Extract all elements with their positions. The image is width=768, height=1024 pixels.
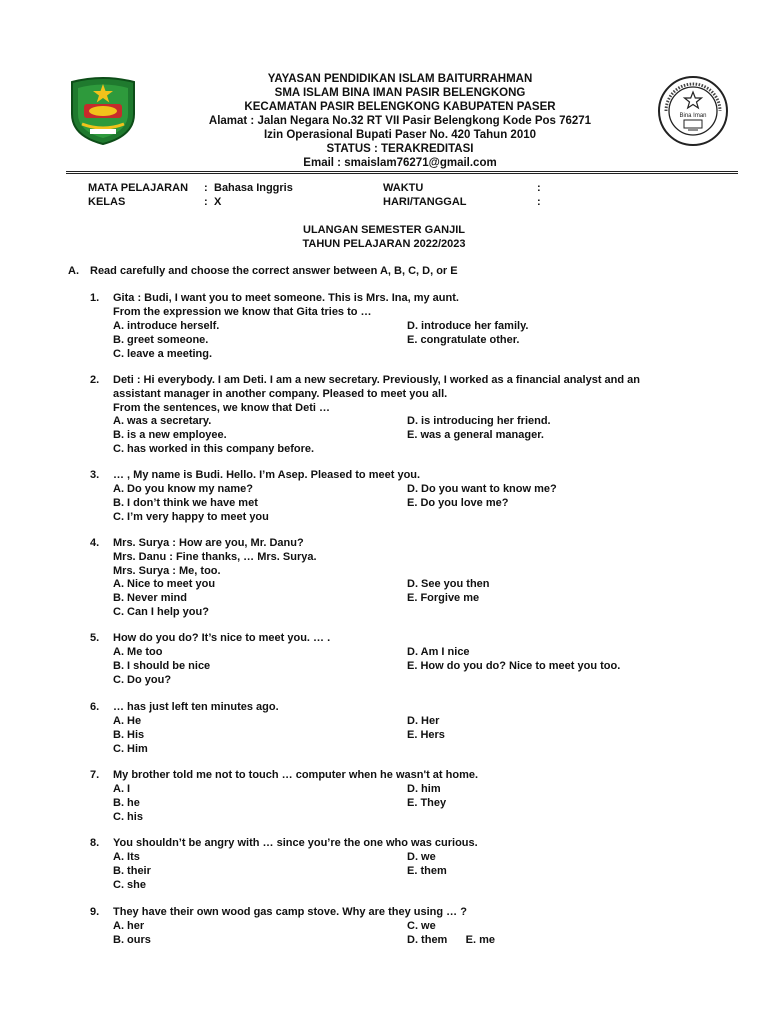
option-c[interactable]: C. we xyxy=(407,919,436,932)
question-number: 4. xyxy=(90,537,100,549)
option-b[interactable]: B. I don’t think we have met xyxy=(113,496,258,509)
exam-info-left xyxy=(88,181,293,209)
question-stem xyxy=(113,701,700,715)
question-6 xyxy=(90,701,700,757)
section-header xyxy=(68,264,458,278)
colon: : xyxy=(537,182,541,194)
option-e[interactable]: E. was a general manager. xyxy=(407,429,544,442)
question-4 xyxy=(90,537,700,620)
option-a[interactable]: A. Nice to meet you xyxy=(113,578,216,591)
date-row xyxy=(383,195,547,209)
answer-options xyxy=(113,483,700,525)
answer-options xyxy=(113,920,700,948)
operational-permit: Izin Operasional Bupati Paser No. 420 Tahun 2010 xyxy=(263,129,537,141)
stem-line: Gita : Budi, I want you to meet someone. This is Mrs. Ina, my aunt. xyxy=(113,292,459,304)
question-8 xyxy=(90,837,700,893)
colon: : xyxy=(204,196,208,208)
stem-line: Mrs. Surya : How are you, Mr. Danu? xyxy=(113,537,304,549)
option-a[interactable]: A. her xyxy=(113,919,145,932)
question-stem xyxy=(113,469,700,483)
question-stem xyxy=(113,632,700,646)
stem-line: … has just left ten minutes ago. xyxy=(113,701,279,713)
option-e[interactable]: E. them xyxy=(407,864,447,877)
question-number: 1. xyxy=(90,292,100,304)
question-number: 7. xyxy=(90,769,100,781)
option-d-e[interactable]: D. them E. me xyxy=(407,933,496,946)
subject-label: MATA PELAJARAN xyxy=(88,182,189,194)
exam-info-right xyxy=(383,181,547,209)
question-5 xyxy=(90,632,700,688)
answer-options xyxy=(113,415,700,457)
question-7 xyxy=(90,769,700,825)
stem-line: They have their own wood gas camp stove. Why are they using … ? xyxy=(113,906,467,918)
answer-options xyxy=(113,578,700,620)
option-b[interactable]: B. is a new employee. xyxy=(113,429,227,442)
class-label: KELAS xyxy=(88,196,126,208)
date-label: HARI/TANGGAL xyxy=(383,196,467,208)
class-value: X xyxy=(214,196,222,208)
option-a[interactable]: A. Do you know my name? xyxy=(113,482,253,495)
subject-row xyxy=(88,181,293,195)
option-c[interactable]: C. she xyxy=(113,878,147,891)
school-seal-icon xyxy=(656,74,730,148)
option-c[interactable]: C. I’m very happy to meet you xyxy=(113,510,269,523)
question-number: 2. xyxy=(90,374,100,386)
option-d[interactable]: D. Am I nice xyxy=(407,645,470,658)
stem-line: You shouldn’t be angry with … since you’re the one who was curious. xyxy=(113,837,478,849)
option-b[interactable]: B. His xyxy=(113,728,145,741)
time-label: WAKTU xyxy=(383,182,424,194)
letterhead-divider-thick xyxy=(66,173,738,174)
stem-line: From the sentences, we know that Deti … xyxy=(113,401,330,414)
class-row xyxy=(88,195,293,209)
regency-crest-icon xyxy=(68,74,138,146)
option-d[interactable]: D. we xyxy=(407,850,436,863)
question-number: 6. xyxy=(90,701,100,713)
foundation-name: YAYASAN PENDIDIKAN ISLAM BAITURRAHMAN xyxy=(267,73,533,85)
district-name: KECAMATAN PASIR BELENGKONG KABUPATEN PASER xyxy=(244,101,556,113)
question-number: 9. xyxy=(90,906,100,918)
answer-options xyxy=(113,851,700,893)
question-stem xyxy=(113,537,700,578)
option-e[interactable]: E. They xyxy=(407,796,447,809)
answer-options xyxy=(113,715,700,757)
option-c[interactable]: C. has worked in this company before. xyxy=(113,443,315,456)
option-d[interactable]: D. is introducing her friend. xyxy=(407,415,551,428)
option-d[interactable]: D. Her xyxy=(407,714,440,727)
question-stem xyxy=(113,769,700,783)
option-b[interactable]: B. greet someone. xyxy=(113,333,209,346)
option-b[interactable]: B. Never mind xyxy=(113,592,187,605)
letterhead xyxy=(60,70,740,170)
question-3 xyxy=(90,469,700,525)
stem-line: How do you do? It’s nice to meet you. … . xyxy=(113,632,331,644)
option-d[interactable]: D. Do you want to know me? xyxy=(407,482,557,495)
section-instruction: Read carefully and choose the correct answer between A, B, C, D, or E xyxy=(90,265,458,277)
question-2 xyxy=(90,374,700,457)
option-c[interactable]: C. his xyxy=(113,810,143,823)
stem-line: … , My name is Budi. Hello. I’m Asep. Pleased to meet you. xyxy=(113,469,421,481)
accreditation-status: STATUS : TERAKREDITASI xyxy=(326,143,474,155)
option-e[interactable]: E. Do you love me? xyxy=(407,496,509,509)
option-d[interactable]: D. introduce her family. xyxy=(407,319,529,332)
letterhead-divider xyxy=(66,171,738,172)
section-letter: A. xyxy=(68,265,79,277)
stem-line: Mrs. Danu : Fine thanks, … Mrs. Surya. xyxy=(113,550,317,563)
question-stem xyxy=(113,292,700,320)
letterhead-text xyxy=(150,72,650,170)
school-name: SMA ISLAM BINA IMAN PASIR BELENGKONG xyxy=(274,87,526,99)
option-c[interactable]: C. Him xyxy=(113,742,148,755)
stem-line: From the expression we know that Gita tries to … xyxy=(113,305,372,318)
seal-text: Bina Iman xyxy=(679,113,707,119)
option-c[interactable]: C. Can I help you? xyxy=(113,606,209,619)
option-a[interactable]: A. He xyxy=(113,714,142,727)
option-b[interactable]: B. he xyxy=(113,796,140,809)
school-address: Alamat : Jalan Negara No.32 RT VII Pasir Belengkong Kode Pos 76271 xyxy=(208,115,592,127)
question-stem xyxy=(113,906,700,920)
stem-line: Mrs. Surya : Me, too. xyxy=(113,564,221,577)
option-a[interactable]: A. Me too xyxy=(113,645,163,658)
time-row xyxy=(383,181,547,195)
option-b[interactable]: B. I should be nice xyxy=(113,659,211,672)
school-email: Email : smaislam76271@gmail.com xyxy=(303,157,497,169)
question-number: 8. xyxy=(90,837,100,849)
option-a[interactable]: A. Its xyxy=(113,850,140,863)
answer-options xyxy=(113,320,700,362)
option-a[interactable]: A. introduce herself. xyxy=(113,319,220,332)
subject-value: Bahasa Inggris xyxy=(214,182,293,194)
question-stem xyxy=(113,374,700,415)
option-e[interactable]: E. Hers xyxy=(407,728,445,741)
question-number: 5. xyxy=(90,632,100,644)
stem-line: assistant manager in another company. Pleased to meet you all. xyxy=(113,387,448,400)
question-stem xyxy=(113,837,700,851)
question-number: 3. xyxy=(90,469,100,481)
option-b[interactable]: B. ours xyxy=(113,933,151,946)
exam-title: ULANGAN SEMESTER GANJIL xyxy=(303,224,465,236)
option-e[interactable]: E. How do you do? Nice to meet you too. xyxy=(407,659,621,672)
option-d[interactable]: D. him xyxy=(407,782,441,795)
option-d[interactable]: D. See you then xyxy=(407,578,490,591)
option-c[interactable]: C. leave a meeting. xyxy=(113,347,213,360)
option-a[interactable]: A. I xyxy=(113,782,131,795)
answer-options xyxy=(113,783,700,825)
colon: : xyxy=(537,196,541,208)
answer-options xyxy=(113,646,700,688)
colon: : xyxy=(204,182,208,194)
question-9 xyxy=(90,906,700,948)
option-a[interactable]: A. was a secretary. xyxy=(113,415,212,428)
option-c[interactable]: C. Do you? xyxy=(113,673,172,686)
stem-line: Deti : Hi everybody. I am Deti. I am a new secretary. Previously, I worked as a financial analyst and an xyxy=(113,374,640,386)
option-b[interactable]: B. their xyxy=(113,864,151,877)
option-e[interactable]: E. Forgive me xyxy=(407,592,480,605)
exam-year: TAHUN PELAJARAN 2022/2023 xyxy=(302,238,466,250)
exam-title-block xyxy=(200,223,568,251)
question-1 xyxy=(90,292,700,362)
option-e[interactable]: E. congratulate other. xyxy=(407,333,520,346)
stem-line: My brother told me not to touch … computer when he wasn't at home. xyxy=(113,769,479,781)
